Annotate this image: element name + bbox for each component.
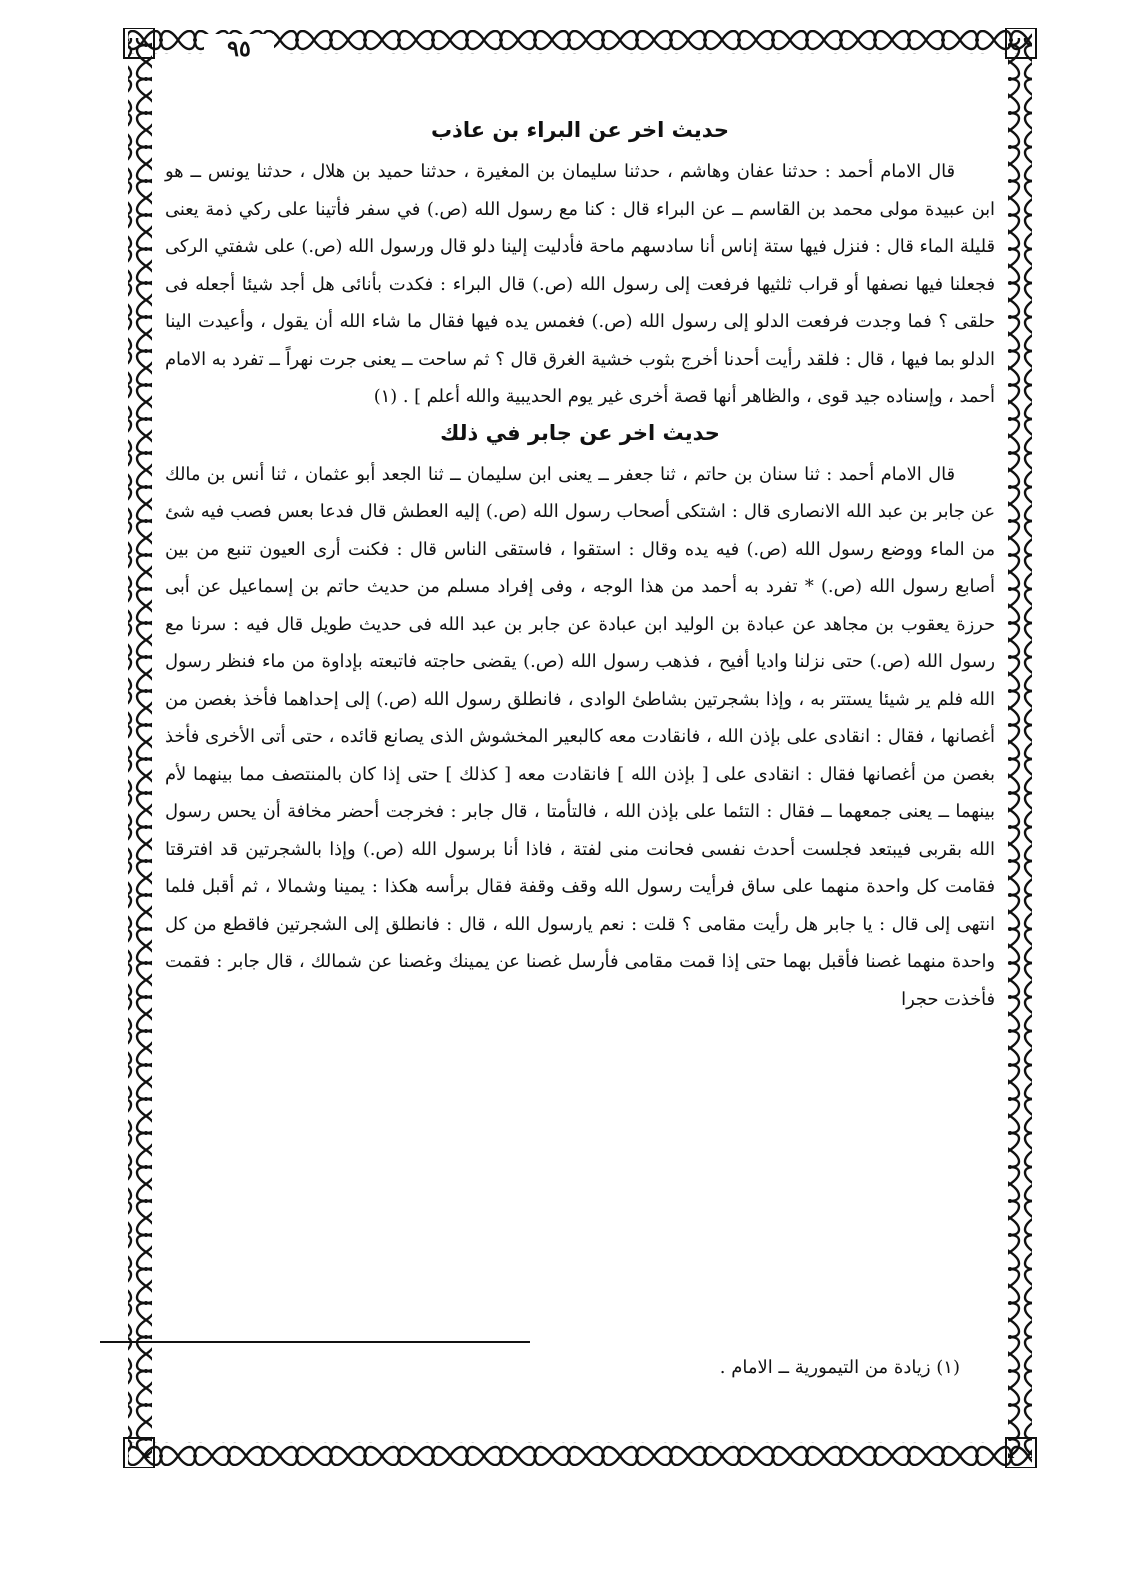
- section-title-jabir: حديث اخر عن جابر في ذلك: [440, 420, 720, 445]
- page-content: [165, 113, 995, 1018]
- footnote: (١) زيادة من التيمورية ــ الامام .: [719, 1357, 960, 1378]
- footnote-divider: [100, 1341, 530, 1343]
- section-title-bara: حديث اخر عن البراء بن عاذب: [430, 118, 730, 142]
- page-frame: [110, 28, 1050, 1468]
- hadith-text-bara: قال الامام أحمد : حدثنا عفان وهاشم ، حدثنا سليمان بن المغيرة ، حدثنا حميد بن هلال ، حدثنا يونس ــ هو ابن عبيدة مولى محمد بن القاسم ــ عن البراء قال : كنا مع رسول الله (ص.) في سفر فأتينا على ركي ذمة يعنى قليلة الماء قال : فنزل فيها ستة إناس أنا سادسهم ماحة فأدليت إلينا دلو قال ورسول الله (ص.) على شفتي الركى فجعلنا فيها نصفها أو قراب ثلثيها فرفعت إلى رسول الله (ص.) قال البراء : فكدت بأنائى هل أجد شيئا أجعله فى حلقى ؟ فما وجدت فرفعت الدلو إلى رسول الله (ص.) فغمس يده فيها فقال ما شاء الله أن يقول ، وأعيدت الينا الدلو بما فيها ، قال : فلقد رأيت أحدنا أخرج بثوب خشية الغرق قال ؟ ثم ساحت ــ يعنى جرت نهراً ــ تفرد به الامام أحمد ، وإسناده جيد قوى ، والظاهر أنها قصة أخرى غير يوم الحديبية والله أعلم ] . (١): [165, 161, 995, 407]
- hadith-text-jabir: قال الامام أحمد : ثنا سنان بن حاتم ، ثنا جعفر ــ يعنى ابن سليمان ــ ثنا الجعد أبو عثمان ، ثنا أنس بن مالك عن جابر بن عبد الله الانصارى قال : اشتكى أصحاب رسول الله (ص.) إليه العطش قال فدعا بعس فصب فيه شئ من الماء ووضع رسول الله (ص.) فيه يده وقال : استقوا ، فاستقى الناس قال : فكنت أرى العيون تنبع من بين أصابع رسول الله (ص.) * تفرد به أحمد من هذا الوجه ، وفى إفراد مسلم من حديث حاتم بن إسماعيل عن أبى حرزة يعقوب بن مجاهد عن عبادة بن الوليد ابن عبادة عن جابر بن عبد الله فى حديث طويل قال فيه : سرنا مع رسول الله (ص.) حتى نزلنا واديا أفيح ، فذهب رسول الله (ص.) يقضى حاجته فاتبعته بإداوة من ماء فنظر رسول الله فلم ير شيئا يستتر به ، وإذا بشجرتين بشاطئ الوادى ، فانطلق رسول الله (ص.) إلى إحداهما فأخذ بغصن من أغصانها ، فقال : انقادى على بإذن الله ، فانقادت معه كالبعير المخشوش الذى يصانع قائده ، حتى أتى الأخرى فأخذ بغصن من أغصانها فقال : انقادى على [ بإذن الله ] فانقادت معه [ كذلك ] حتى إذا كان بالمنتصف مما بينهما لأم بينهما ــ يعنى جمعهما ــ فقال : التئما على بإذن الله ، فالتأمتا ، قال جابر : فخرجت أحضر مخافة أن يحس رسول الله بقربى فيبتعد فجلست أحدث نفسى فحانت منى لفتة ، فاذا أنا برسول الله (ص.) وإذا بالشجرتين قد افترقتا فقامت كل واحدة منهما على ساق فرأيت رسول الله وقف وقفة فقال برأسه هكذا : يمينا وشمالا ، ثم أقبل فلما انتهى إلى قال : يا جابر هل رأيت مقامى ؟ قلت : نعم يارسول الله ، قال : فانطلق إلى الشجرتين فاقطع من كل واحدة منهما غصنا فأقبل بهما حتى إذا قمت مقامى فأرسل غصنا عن يمينك وغصنا عن شمالك ، قال جابر : فقمت فأخذت حجرا: [165, 463, 995, 1010]
- page-number: ٩٥: [204, 34, 274, 64]
